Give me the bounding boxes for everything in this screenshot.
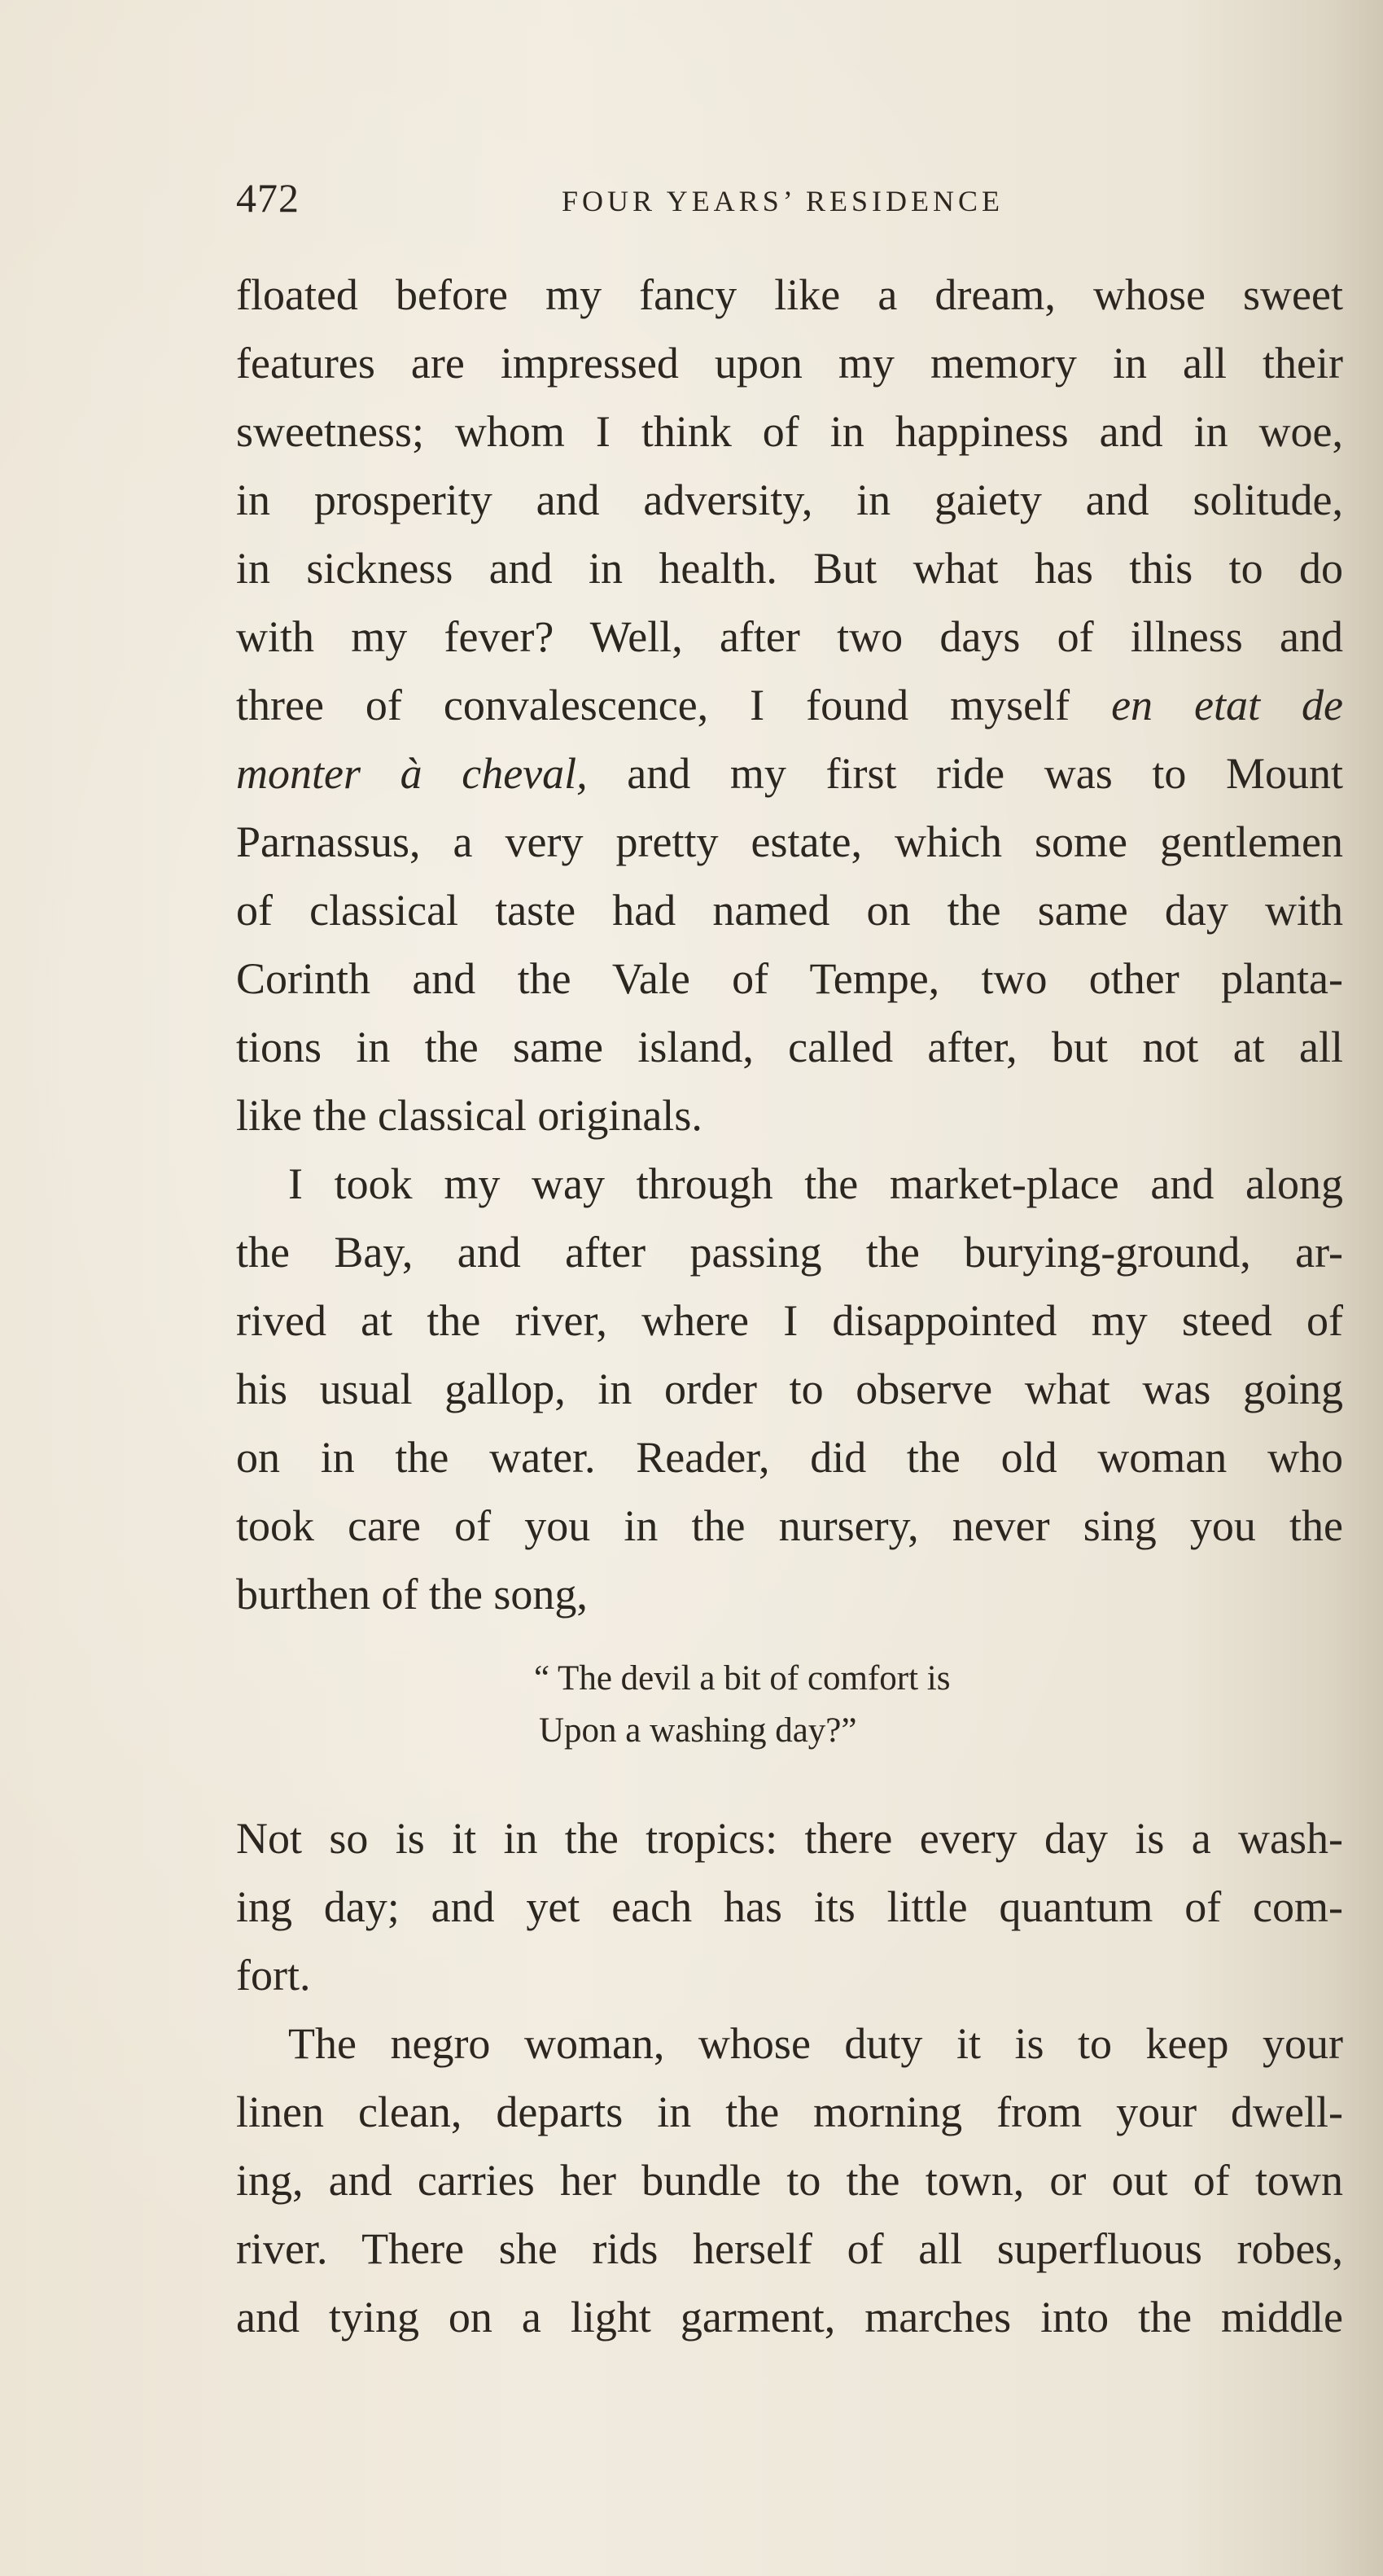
text-line: Corinth and the Vale of Tempe, two other planta-	[236, 954, 1343, 1003]
text-line: like the classical originals.	[236, 1091, 702, 1140]
text-line: The negro woman, whose duty it is to keep your	[288, 2019, 1343, 2068]
text-line: I took my way through the market-place and along	[288, 1159, 1343, 1208]
text-line: sweetness; whom I think of in happiness and in woe,	[236, 407, 1343, 456]
text-line: with my fever? Well, after two days of illness and	[236, 612, 1343, 661]
text-line: in prosperity and adversity, in gaiety and solitude,	[236, 475, 1343, 524]
text-line: Not so is it in the tropics: there every day is a wash-	[236, 1814, 1343, 1863]
text-line: the Bay, and after passing the burying-ground, ar-	[236, 1228, 1343, 1277]
running-head	[236, 169, 1359, 226]
text-segment: and my first ride was to Mount	[587, 749, 1343, 798]
text-line: floated before my fancy like a dream, whose sweet	[236, 270, 1343, 319]
running-title: FOUR YEARS’ RESIDENCE	[562, 185, 1004, 217]
text-line: on in the water. Reader, did the old woman who	[236, 1433, 1343, 1482]
text-line: and tying on a light garment, marches into the middle	[236, 2293, 1343, 2342]
text-line: features are impressed upon my memory in all their	[236, 339, 1343, 388]
page-number: 472	[236, 175, 300, 221]
italic-phrase: en etat de	[1111, 681, 1343, 729]
text-line: fort.	[236, 1951, 311, 2000]
text-line: linen clean, departs in the morning from your dwell-	[236, 2088, 1343, 2136]
text-line: river. There she rids herself of all superfluous robes,	[236, 2224, 1343, 2273]
text-segment: three of convalescence, I found myself	[236, 681, 1112, 729]
text-line	[236, 671, 1343, 739]
text-line: his usual gallop, in order to observe what was going	[236, 1365, 1343, 1413]
verse-quotation	[236, 1653, 1343, 1757]
text-line: tions in the same island, called after, but not at all	[236, 1023, 1343, 1071]
verse-line: “ The devil a bit of comfort is	[534, 1659, 951, 1698]
text-line: took care of you in the nursery, never sing you the	[236, 1501, 1343, 1550]
text-line: of classical taste had named on the same day with	[236, 886, 1343, 935]
verse-line: Upon a washing day?”	[539, 1711, 857, 1750]
text-line	[236, 739, 1343, 808]
text-line: Parnassus, a very pretty estate, which some gentlemen	[236, 817, 1343, 866]
text-line: ing day; and yet each has its little quantum of com-	[236, 1882, 1343, 1931]
text-line: ing, and carries her bundle to the town, or out of town	[236, 2156, 1343, 2205]
body-text	[236, 261, 1343, 2351]
italic-phrase: monter à cheval,	[236, 749, 588, 798]
text-line: rived at the river, where I disappointed my steed of	[236, 1296, 1343, 1345]
text-line: in sickness and in health. But what has this to do	[236, 544, 1343, 593]
text-line: burthen of the song,	[236, 1570, 588, 1619]
